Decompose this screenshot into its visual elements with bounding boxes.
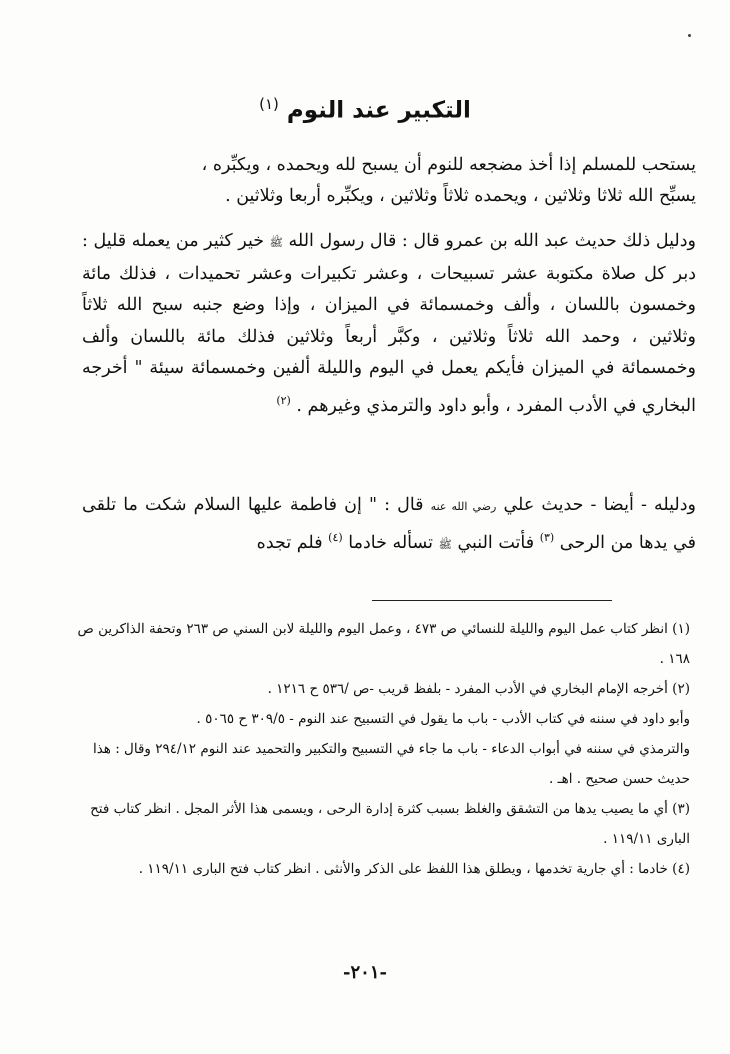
honorific-symbol: ﷺ [269,236,283,249]
footnote-3: (٣) أي ما يصيب يدها من التشقق والغلظ بسبب كثرة إدارة الرحى ، ويسمى هذا الأثر المجل . انظر كتاب فتح البارى ١١٩/١١ . [90,801,690,847]
footnotes [76,614,690,884]
footnote-1: (١) انظر كتاب عمل اليوم والليلة للنسائي ص ٤٧٣ ، وعمل اليوم والليلة لابن السني ص ٢٦٣ وتحفة الذاكرين ص ١٦٨ . [77,621,690,667]
page-title [0,86,730,129]
paragraph-3-text-b: قال : " إن فاطمة عليها السلام شكت ما تلقى في يدها من الرحى [82,495,696,553]
paragraph-1 [82,150,696,212]
footnote-ref-3: (٣) [539,531,555,544]
honorific-ali: رضي الله عنه [430,500,497,513]
paragraph-3-text-e: فلم تجده [256,532,323,553]
footnote-2-abu-dawud: وأبو داود في سننه في كتاب الأدب - باب ما يقول في التسبيح عند النوم - ٣٠٩/٥ ح ٥٠٦٥ . [196,711,690,727]
paragraph-1-line-2: يسبِّح الله ثلاثا وثلاثين ، ويحمده ثلاثاً وثلاثين ، ويكبِّره أربعا وثلاثين . [225,186,696,206]
paragraph-3-text-c: فأتت النبي [457,532,535,553]
paragraph-2-text-a: ودليل ذلك حديث عبد الله بن عمرو قال : قال رسول الله [288,231,696,251]
title-footnote-ref: (١) [259,95,279,113]
footnote-4: (٤) خادما : أي جارية تخدمها ، ويطلق هذا اللفظ على الذكر والأنثى . انظر كتاب فتح البارى ١١٩/١١ . [138,861,690,877]
paragraph-2-text-b: خير كثير من يعمله قليل : دبر كل صلاة مكتوبة عشر تسبيحات ، وعشر تكبيرات وعشر تحميدات ، فذلك مائة وخمسون باللسان ، وألف وخمسمائة في الميزان ، وإذا وضع جنبه سبح الله ثلاثاً وثلاثين ، وحمد الله ثلاثاً وثلاثين ، وكبَّر أربعاً وثلاثين فذلك مائة باللسان وألف وخمسمائة في الميزان فأيكم يعمل في اليوم والليلة ألفين وخمسمائة سيئة " أخرجه البخاري في الأدب المفرد ، وأبو داود والترمذي وغيرهم . [82,231,696,416]
paragraph-3-text-a: ودليله - أيضا - حديث علي [503,495,697,515]
footnote-2: (٢) أخرجه الإمام البخاري في الأدب المفرد - بلفظ قريب -ص /٥٣٦ ح ١٢١٦ . [267,681,690,697]
scan-speck [688,34,691,37]
paragraph-3-text-d: تسأله خادما [348,532,433,553]
honorific-symbol: ﷺ [438,537,452,551]
paragraph-2 [82,226,696,422]
footnote-divider [372,600,612,601]
footnote-2-tirmidhi: والترمذي في سننه في أبواب الدعاء - باب ما جاء في التسبيح والتكبير والتحميد عند النوم ٢٩٤/١٢ وقال : هذا حديث حسن صحيح . اهـ . [92,741,690,787]
footnote-ref-2: (٢) [276,393,291,407]
title-text: التكبير عند النوم [286,97,471,124]
page-number: -٢٠١- [343,962,387,983]
footnote-ref-4: (٤) [328,531,343,544]
paragraph-1-line-1: يستحب للمسلم إذا أخذ مضجعه للنوم أن يسبح لله ويحمده ، ويكبِّره ، [201,155,696,175]
paragraph-3 [82,490,696,560]
